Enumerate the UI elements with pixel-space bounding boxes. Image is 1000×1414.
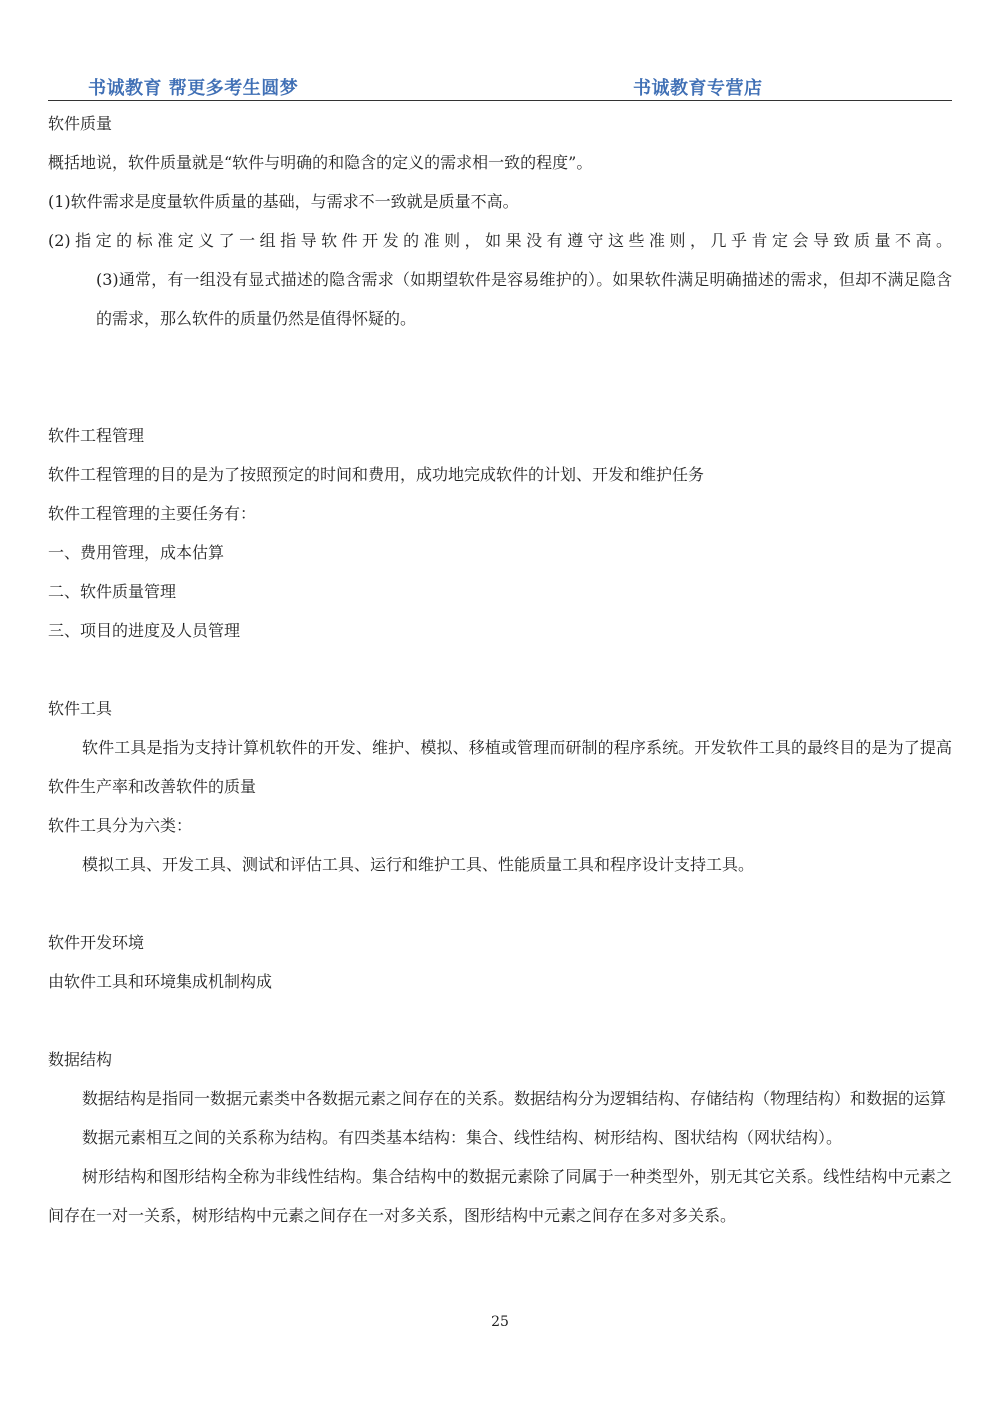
section-title-datastructure: 数据结构 bbox=[48, 1050, 113, 1069]
header-store-name: 书诚教育专营店 bbox=[633, 78, 763, 99]
spacer bbox=[48, 884, 952, 923]
tools-paragraph-2: 软件工具分为六类： bbox=[48, 816, 193, 835]
datastructure-paragraph-1: 数据结构是指同一数据元素类中各数据元素之间存在的关系。数据结构分为逻辑结构、存储结构（物理结构）和数据的运算 bbox=[82, 1089, 947, 1108]
management-paragraph-1: 软件工程管理的目的是为了按照预定的时间和费用，成功地完成软件的计划、开发和维护任务 bbox=[48, 465, 705, 484]
section-title-management: 软件工程管理 bbox=[48, 426, 145, 445]
header-slogan: 书诚教育 帮更多考生圆梦 bbox=[88, 78, 299, 99]
spacer bbox=[48, 338, 952, 416]
management-paragraph-2: 软件工程管理的主要任务有： bbox=[48, 504, 257, 523]
quality-point-2: (2)指定的标准定义了一组指导软件开发的准则，如果没有遵守这些准则，几乎肯定会导致质量不高。 bbox=[48, 231, 952, 250]
management-item-1: 一、费用管理，成本估算 bbox=[48, 543, 225, 562]
section-title-tools: 软件工具 bbox=[48, 699, 113, 718]
document-body bbox=[48, 104, 952, 1235]
datastructure-paragraph-3: 树形结构和图形结构全称为非线性结构。集合结构中的数据元素除了同属于一种类型外，别无其它关系。线性结构中元素之间存在一对一关系，树形结构中元素之间存在一对多关系，图形结构中元素之间存在多对多关系。 bbox=[48, 1167, 952, 1225]
quality-paragraph-3 bbox=[48, 221, 952, 338]
environment-paragraph-1: 由软件工具和环境集成机制构成 bbox=[48, 972, 273, 991]
quality-paragraph-1: 概括地说，软件质量就是“软件与明确的和隐含的定义的需求相一致的程度”。 bbox=[48, 153, 593, 172]
section-title-quality: 软件质量 bbox=[48, 114, 113, 133]
page-header bbox=[48, 72, 952, 101]
page-number: 25 bbox=[491, 1314, 509, 1330]
management-item-2: 二、软件质量管理 bbox=[48, 582, 177, 601]
tools-paragraph-3: 模拟工具、开发工具、测试和评估工具、运行和维护工具、性能质量工具和程序设计支持工具。 bbox=[82, 855, 755, 874]
spacer bbox=[48, 650, 952, 689]
section-title-environment: 软件开发环境 bbox=[48, 933, 145, 952]
tools-paragraph-1: 软件工具是指为支持计算机软件的开发、维护、模拟、移植或管理而研制的程序系统。开发软件工具的最终目的是为了提高软件生产率和改善软件的质量 bbox=[48, 738, 952, 796]
spacer bbox=[48, 1001, 952, 1040]
datastructure-paragraph-2: 数据元素相互之间的关系称为结构。有四类基本结构：集合、线性结构、树形结构、图状结构（网状结构）。 bbox=[82, 1128, 843, 1147]
quality-point-3: (3)通常，有一组没有显式描述的隐含需求（如期望软件是容易维护的）。如果软件满足明确描述的需求，但却不满足隐含的需求，那么软件的质量仍然是值得怀疑的。 bbox=[96, 270, 952, 328]
quality-paragraph-2: (1)软件需求是度量软件质量的基础，与需求不一致就是质量不高。 bbox=[48, 192, 519, 211]
management-item-3: 三、项目的进度及人员管理 bbox=[48, 621, 241, 640]
